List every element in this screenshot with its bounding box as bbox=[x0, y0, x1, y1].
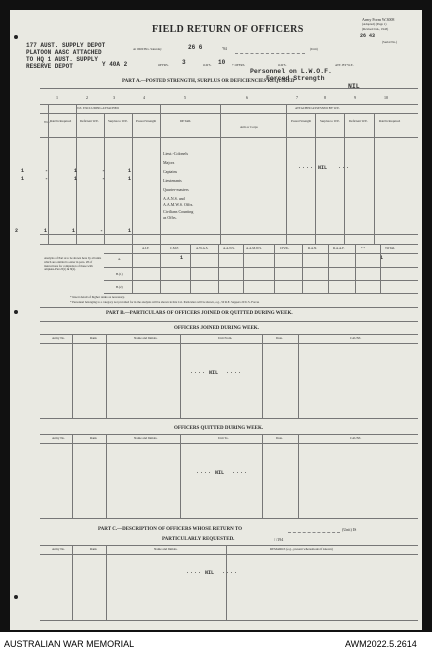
part-c-col-head: REMARKS (e.g., present whereabouts if known) bbox=[270, 547, 333, 551]
analysis-head: A.I.F. bbox=[142, 246, 150, 250]
binder-hole bbox=[14, 35, 18, 39]
rule bbox=[40, 137, 418, 138]
part-c-date: / /194 bbox=[274, 537, 284, 542]
analysis-cmf-value: 1 bbox=[180, 255, 184, 261]
rule bbox=[40, 443, 418, 444]
col-line bbox=[243, 244, 244, 293]
dots: ···· bbox=[298, 165, 315, 171]
rank-label: Lieut.-Colonels bbox=[163, 151, 188, 156]
detail-label: DETAIL bbox=[180, 119, 192, 123]
army-form-adapted: (Adapted) (Page 1) bbox=[362, 22, 387, 26]
we-column-label: W.E. bbox=[44, 120, 51, 124]
quitted-col-head: Name and Initials. bbox=[134, 436, 158, 440]
dots: ···· bbox=[186, 570, 203, 576]
column-number: 10 bbox=[384, 95, 388, 100]
analysis-head: TOTAL bbox=[385, 246, 396, 250]
rule bbox=[40, 104, 418, 105]
unit-line: PLATOON AASC ATTACHED bbox=[26, 49, 102, 56]
quitted-col-head: Date. bbox=[276, 436, 283, 440]
analysis-total-value: 1 bbox=[380, 255, 384, 261]
personnel-typed: Personnel on L.W.O.F. bbox=[250, 68, 332, 75]
quitted-col-head: Unit To. bbox=[218, 436, 229, 440]
col-line bbox=[106, 434, 107, 518]
rule bbox=[40, 418, 418, 419]
arm-corps-label: Arm or Corps bbox=[240, 125, 258, 129]
officers-quitted-title: OFFICERS QUITTED DURING WEEK. bbox=[174, 426, 264, 431]
rule bbox=[104, 293, 418, 294]
army-form-number: Army Form W.3008 bbox=[362, 17, 395, 22]
joined-col-head: Unit From. bbox=[218, 336, 233, 340]
rank-label: Quarter-masters bbox=[163, 187, 189, 192]
rule bbox=[104, 280, 418, 281]
subhead: Rais'ln Required bbox=[50, 119, 72, 123]
row2-col3: - bbox=[102, 176, 106, 182]
part-b-title: PART B.—PARTICULARS OF OFFICERS JOINED OR QUITTED DURING WEEK. bbox=[106, 311, 293, 316]
row1-col2: 1 bbox=[74, 168, 78, 174]
col-line bbox=[315, 113, 316, 244]
col-line bbox=[190, 244, 191, 293]
joined-col-head: Rank bbox=[90, 336, 97, 340]
dots: ···· bbox=[226, 370, 243, 376]
analysis-head: R.A.A.F. bbox=[333, 246, 345, 250]
total-col4: 1 bbox=[128, 228, 132, 234]
archive-footer bbox=[0, 632, 432, 653]
dots: ···· bbox=[190, 370, 207, 376]
analysis-head: * * bbox=[361, 246, 365, 250]
subhead: Rais'ln Required bbox=[379, 119, 401, 123]
col-line bbox=[298, 434, 299, 518]
serial-label: (Serial No.) bbox=[382, 40, 398, 44]
rank-label: as Offrs. bbox=[163, 215, 177, 220]
col-line bbox=[220, 104, 221, 244]
army-form-revised: (Revised Jan., 1943) bbox=[362, 27, 389, 31]
row1-col4: 1 bbox=[128, 168, 132, 174]
col-line bbox=[262, 334, 263, 418]
analysis-head: A.A.M.W.S. bbox=[246, 246, 262, 250]
joined-col-head: Date. bbox=[276, 336, 283, 340]
analysis-row-label: B.(2) bbox=[116, 285, 123, 289]
other-ranks-count: 10 bbox=[218, 59, 226, 66]
rule bbox=[40, 113, 418, 114]
analysis-head: A.A.N.S. bbox=[223, 246, 235, 250]
subhead: Surplus to W.E. bbox=[320, 119, 341, 123]
officers-label: OFFRS. bbox=[158, 63, 169, 67]
unit-line: 177 AUST. SUPPLY DEPOT bbox=[26, 42, 106, 49]
footnote: * Personnel belonging to a category not provided for in the analysis will be shown in this Col. Particulars will be shown, e.g., 50 R.E. Sappers 20 U.S. Forces bbox=[70, 300, 260, 304]
rank-label: Majors bbox=[163, 160, 175, 165]
row1-col3: - bbox=[102, 168, 106, 174]
col-line bbox=[72, 434, 73, 518]
joined-col-head: Army No. bbox=[52, 336, 65, 340]
dots: ··· bbox=[338, 165, 351, 171]
col-line bbox=[274, 244, 275, 293]
col-line bbox=[302, 244, 303, 293]
archive-reference: AWM2022.5.2614 bbox=[345, 639, 417, 649]
analysis-head: R.A.N. bbox=[308, 246, 318, 250]
col-line bbox=[106, 545, 107, 620]
officers-joined-title: OFFICERS JOINED DURING WEEK. bbox=[174, 326, 259, 331]
col-line bbox=[160, 244, 161, 293]
rule bbox=[40, 334, 418, 335]
col-line bbox=[286, 104, 287, 244]
analysis-row-label: B.(1) bbox=[116, 272, 123, 276]
part-c-col-head: Army No. bbox=[52, 547, 65, 551]
quitted-col-head: Rank bbox=[90, 436, 97, 440]
part-c-col-head: Name and Initials. bbox=[154, 547, 178, 551]
col-line bbox=[344, 113, 345, 244]
joined-col-head: Name and Initials. bbox=[134, 336, 158, 340]
rank-label: A.A.N.S. and bbox=[163, 196, 185, 201]
dots: ···· bbox=[222, 570, 239, 576]
unit-line: RESERVE DEPOT bbox=[26, 63, 73, 70]
attached-officers-label: + OFFRS. bbox=[232, 63, 246, 67]
part-c-col-head: Rank bbox=[90, 547, 97, 551]
subhead: Deficient W.E. bbox=[80, 119, 99, 123]
subhead: Posted Strength bbox=[291, 119, 312, 123]
part-c-unit-suffix: (Unit) IS bbox=[342, 527, 357, 532]
column-number: 6 bbox=[246, 95, 248, 100]
column-number: 2 bbox=[86, 95, 88, 100]
rule bbox=[40, 307, 418, 308]
rule bbox=[40, 545, 418, 546]
date-typed: 26 6 bbox=[188, 44, 203, 51]
nil-attached: NIL bbox=[318, 165, 328, 171]
quitted-col-head: CAUSE. bbox=[350, 436, 362, 440]
col-line bbox=[180, 334, 181, 418]
row1-col1: - bbox=[45, 168, 49, 174]
column-number: 5 bbox=[184, 95, 186, 100]
col-line bbox=[76, 104, 77, 244]
column-number: 1 bbox=[56, 95, 58, 100]
row2-col1: - bbox=[45, 176, 49, 182]
column-number: 8 bbox=[324, 95, 326, 100]
col-line bbox=[328, 244, 329, 293]
row2-we: 1 bbox=[21, 176, 25, 182]
time-label: At 0600 Hrs. Saturday bbox=[133, 47, 162, 51]
col-line bbox=[374, 113, 375, 244]
col-line bbox=[355, 244, 356, 293]
total-col2: 1 bbox=[72, 228, 76, 234]
dots: ···· bbox=[196, 470, 213, 476]
analysis-row-label: A. bbox=[118, 257, 122, 261]
reference-typed: Y 40A 2 bbox=[102, 61, 128, 68]
rule bbox=[104, 253, 418, 254]
serial-number: 26 43 bbox=[360, 33, 376, 39]
column-number: 4 bbox=[143, 95, 145, 100]
part-a-title: PART A.—POSTED STRENGTH, SURPLUS OR DEFICIENCIES REQUIRED bbox=[122, 79, 295, 84]
rule bbox=[40, 244, 418, 245]
quitted-col-head: Army No. bbox=[52, 436, 65, 440]
quitted-nil: NIL bbox=[215, 470, 225, 476]
dots: ···· bbox=[232, 470, 249, 476]
part-c-line2: PARTICULARLY REQUESTED. bbox=[162, 537, 235, 542]
column-number: 9 bbox=[354, 95, 356, 100]
col-line bbox=[72, 545, 73, 620]
form-title: FIELD RETURN OF OFFICERS bbox=[152, 24, 304, 35]
analysis-head: A.W.A.S. bbox=[196, 246, 209, 250]
unit-label: (Unit) bbox=[310, 47, 318, 51]
rule bbox=[40, 88, 418, 89]
rank-label: A.A.M.W.S. Offrs. bbox=[163, 202, 194, 207]
rank-label: Civilians Counting bbox=[163, 209, 194, 214]
col-line bbox=[106, 334, 107, 418]
attached-other-ranks-label: O.R'S. bbox=[278, 63, 287, 67]
rank-label: Captains bbox=[163, 169, 177, 174]
row2-col2: 1 bbox=[74, 176, 78, 182]
rule bbox=[40, 343, 418, 344]
binder-hole bbox=[14, 595, 18, 599]
rule bbox=[40, 518, 418, 519]
joined-col-head: CAUSE. bbox=[350, 336, 362, 340]
unit-line: TO HQ 1 AUST. SUPPLY bbox=[26, 56, 99, 63]
col-line bbox=[160, 104, 161, 244]
col-line bbox=[132, 113, 133, 244]
we-excluding-attached: W.E. EXCLUDING ATTACHED bbox=[76, 106, 119, 110]
part-c-nil: NIL bbox=[205, 570, 215, 576]
part-c-title: PART C.—DESCRIPTION OF OFFICERS WHOSE RETURN TO bbox=[98, 527, 243, 532]
rule bbox=[40, 554, 418, 555]
col-line bbox=[72, 334, 73, 418]
archive-name: AUSTRALIAN WAR MEMORIAL bbox=[4, 639, 135, 649]
rule bbox=[40, 620, 418, 621]
analysis-head: C.M.F. bbox=[170, 246, 179, 250]
rule bbox=[40, 434, 418, 435]
col-line bbox=[48, 104, 49, 244]
rank-label: Lieutenants bbox=[163, 178, 182, 183]
total-col3: - bbox=[100, 228, 104, 234]
analysis-note: Analysis of Part A to be shown here by all units which are entitled to enter in para. 28 of instructions for completion of these with ompkies-Para 8(1) & 8(2). bbox=[44, 256, 102, 272]
col-line bbox=[132, 244, 133, 293]
rule bbox=[40, 234, 418, 235]
attached-by-we-label: ATT. BY W.E. bbox=[335, 63, 354, 67]
joined-nil: NIL bbox=[209, 370, 219, 376]
col-line bbox=[262, 434, 263, 518]
subhead: Deficient W.E. bbox=[349, 119, 368, 123]
other-ranks-label: O.R'S. bbox=[203, 63, 212, 67]
col-line bbox=[180, 434, 181, 518]
document-sheet bbox=[10, 10, 422, 630]
unit-rule bbox=[288, 532, 340, 533]
officers-count: 3 bbox=[182, 59, 186, 66]
row2-col4: 1 bbox=[128, 176, 132, 182]
total-col1: 1 bbox=[44, 228, 48, 234]
forced-strength-typed: Forced Strength bbox=[266, 75, 325, 82]
col-line bbox=[298, 334, 299, 418]
binder-hole bbox=[14, 310, 18, 314]
unit-rule bbox=[235, 53, 305, 54]
attached-assessed-label: ATTACHED ASSESSED BY W.E. bbox=[295, 106, 340, 110]
row1-we: 1 bbox=[21, 168, 25, 174]
year-printed: '94 bbox=[222, 46, 227, 51]
column-number: 7 bbox=[296, 95, 298, 100]
col-line bbox=[226, 545, 227, 620]
col-line bbox=[218, 244, 219, 293]
subhead: Surplus to W.E. bbox=[108, 119, 129, 123]
analysis-head: CIVIL. bbox=[280, 246, 290, 250]
subhead: Posted Strength bbox=[136, 119, 157, 123]
column-number: 3 bbox=[113, 95, 115, 100]
rule bbox=[40, 321, 418, 322]
col-line bbox=[380, 244, 384, 293]
nil-typed-top: NIL bbox=[348, 83, 360, 90]
total-we: 2 bbox=[15, 228, 19, 234]
rule bbox=[104, 267, 418, 268]
footnote: * Insert detail of higher ranks as necessary. bbox=[70, 295, 125, 299]
